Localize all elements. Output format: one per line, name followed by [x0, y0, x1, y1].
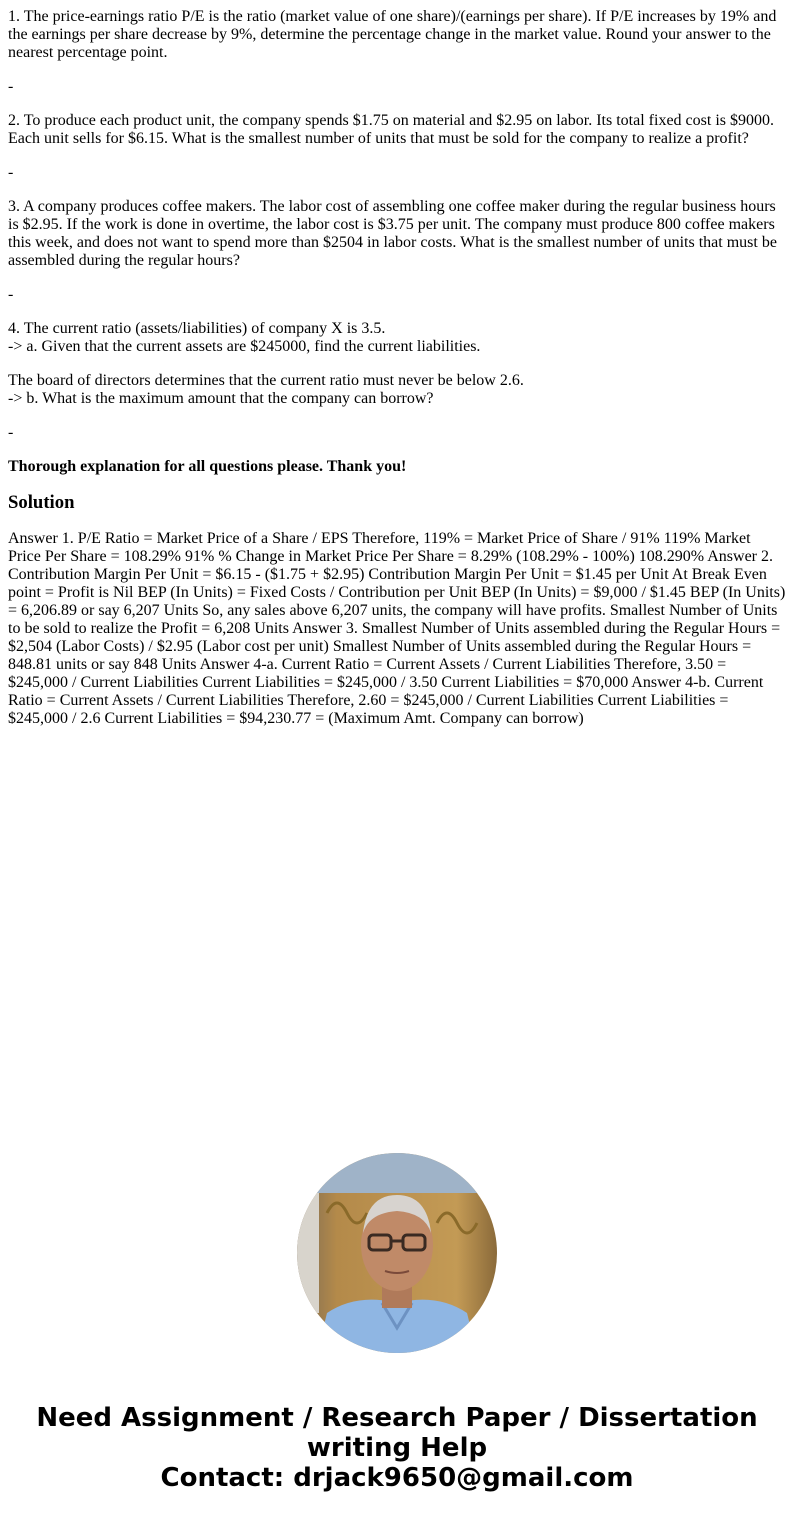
page-content: [8, 8, 786, 728]
separator: -: [8, 424, 14, 441]
separator: -: [8, 78, 14, 95]
question-1: 1. The price-earnings ratio P/E is the ratio (market value of one share)/(earnings per share). If P/E increases by 19% and the earnings per share decrease by 9%, determine the percentage change in the market value. Round your answer to the nearest percentage point.: [8, 8, 777, 61]
question-4b: [8, 372, 786, 408]
request-text: Thorough explanation for all questions please. Thank you!: [8, 458, 407, 475]
question-4a: [8, 320, 786, 356]
promo-line-2: writing Help: [306, 1433, 488, 1463]
question-4-intro: 4. The current ratio (assets/liabilities) of company X is 3.5.: [8, 320, 386, 337]
promo-contact: Contact: drjack9650@gmail.com: [160, 1463, 634, 1493]
solution-heading: Solution: [8, 492, 75, 513]
author-photo: [297, 1153, 497, 1353]
separator: -: [8, 164, 14, 181]
question-3: 3. A company produces coffee makers. The labor cost of assembling one coffee maker during the regular business hours is $2.95. If the work is done in overtime, the labor cost is $3.75 per unit. The company must produce 800 coffee makers this week, and does not want to spend more than $2504 in labor costs. What is the smallest number of units that must be assembled during the regular hours?: [8, 198, 777, 269]
promo-line-1: Need Assignment / Research Paper / Dissertation: [36, 1403, 758, 1433]
question-2: 2. To produce each product unit, the company spends $1.75 on material and $2.95 on labor. Its total fixed cost is $9000. Each unit sells for $6.15. What is the smallest number of units that must be sold for the company to realize a profit?: [8, 112, 774, 147]
promo-banner: [0, 1403, 794, 1493]
separator: -: [8, 286, 14, 303]
author-photo-icon: [297, 1153, 497, 1353]
question-4b-prompt: -> b. What is the maximum amount that the company can borrow?: [8, 390, 434, 407]
question-4b-context: The board of directors determines that the current ratio must never be below 2.6.: [8, 372, 524, 389]
question-4a-prompt: -> a. Given that the current assets are $245000, find the current liabilities.: [8, 338, 481, 355]
solution-body: Answer 1. P/E Ratio = Market Price of a Share / EPS Therefore, 119% = Market Price of Share / 91% 119% Market Price Per Share = 108.29% 91% % Change in Market Price Per Share = 8.29% (108.29% - 100%) 108.290% Answer 2. Contribution Margin Per Unit = $6.15 - ($1.75 + $2.95) Contribution Margin Per Unit = $1.45 per Unit At Break Even point = Profit is Nil BEP (In Units) = Fixed Costs / Contribution per Unit BEP (In Units) = $9,000 / $1.45 BEP (In Units) = 6,206.89 or say 6,207 Units So, any sales above 6,207 units, the company will have profits. Smallest Number of Units to be sold to realize the Profit = 6,208 Units Answer 3. Smallest Number of Units assembled during the Regular Hours = $2,504 (Labor Costs) / $2.95 (Labor cost per unit) Smallest Number of Units assembled during the Regular Hours = 848.81 units or say 848 Units Answer 4-a. Current Ratio = Current Assets / Current Liabilities Therefore, 3.50 = $245,000 / Current Liabilities Current Liabilities = $245,000 / 3.50 Current Liabilities = $70,000 Answer 4-b. Current Ratio = Current Assets / Current Liabilities Therefore, 2.60 = $245,000 / Current Liabilities Current Liabilities = $245,000 / 2.6 Current Liabilities = $94,230.77 = (Maximum Amt. Company can borrow): [8, 530, 786, 727]
